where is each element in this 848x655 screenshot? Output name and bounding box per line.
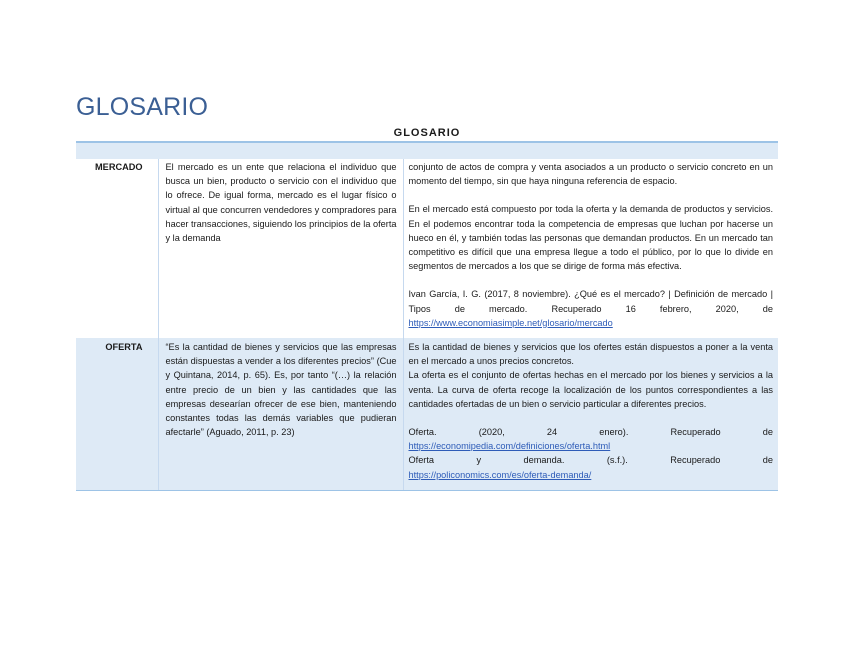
table-header-band xyxy=(76,143,778,159)
ref2-word: de xyxy=(762,455,773,466)
ref1-word: Recuperado xyxy=(670,427,721,438)
reference-mercado xyxy=(409,287,774,330)
definition-mercado: El mercado es un ente que relaciona el individuo que busca un bien, producto o servicio con el individuo que lo ofrece. De igual forma, mercado es el lugar físico o virtual al que concurren vendedores y compradores para hacer transacciones, siguiendo los principios de la oferta y la demanda xyxy=(158,159,403,338)
detail-oferta-paragraph-1: Es la cantidad de bienes y servicios que los ofertes están dispuestos a poner a la venta en el mercado a unos precios concretos. xyxy=(408,342,773,367)
page-heading: GLOSARIO xyxy=(76,93,209,121)
term-oferta: OFERTA xyxy=(76,338,158,490)
detail-mercado xyxy=(403,159,778,338)
ref2-word: Oferta xyxy=(408,455,435,466)
detail-mercado-paragraph-2: En el mercado está compuesto por toda la oferta y la demanda de productos y servicios. En el podemos encontrar toda la competencia de empresas que luchan por hacerse un hueco en él, y también todas las personas que demandan productos. En un mercado tan competitivo es difícil que una empresa llegue a todo el público, por lo que lo divide en segmentos de mercados a los que se dirige de forma más efectiva. xyxy=(408,204,773,272)
reference-oferta-1-link[interactable]: https://economipedia.com/definiciones/oferta.html xyxy=(408,441,611,452)
reference-oferta-2-link[interactable]: https://policonomics.com/es/oferta-demanda/ xyxy=(408,469,592,480)
ref2-word: y xyxy=(476,455,482,466)
table-row-mercado xyxy=(76,159,778,338)
ref2-word: demanda. xyxy=(523,455,565,466)
ref2-word: (s.f.). xyxy=(606,455,628,466)
ref1-word: 24 xyxy=(546,427,558,438)
reference-mercado-text: Ivan García, I. G. (2017, 8 noviembre). ¿Qué es el mercado? | Definición de mercado | Tipos de mercado. Recuperado 16 febrero, 2020, de xyxy=(408,289,773,314)
reference-mercado-link[interactable]: https://www.economiasimple.net/glosario/mercado xyxy=(408,317,613,328)
ref1-word: de xyxy=(762,427,773,438)
term-mercado: MERCADO xyxy=(76,159,158,338)
table-row-oferta xyxy=(76,338,778,490)
reference-oferta-2-text xyxy=(409,453,774,467)
detail-mercado-paragraph-1: conjunto de actos de compra y venta asociados a un producto o servicio concreto en un momento del tiempo, sin que haya ninguna referencia de espacio. xyxy=(408,162,773,187)
reference-oferta-1-text xyxy=(409,425,774,439)
table-bottom-rule xyxy=(76,490,778,491)
detail-oferta-paragraph-2: La oferta es el conjunto de ofertas hechas en el mercado por los bienes y servicios a la venta. La curva de oferta recoge la localización de los puntos correspondientes a las cantidades ofertadas de un bien o servicio particular a diferentes precios. xyxy=(408,370,773,409)
ref1-word: (2020, xyxy=(478,427,505,438)
ref1-word: enero). xyxy=(599,427,629,438)
table-caption: GLOSARIO xyxy=(393,127,461,139)
detail-oferta xyxy=(403,338,778,490)
glossary-table xyxy=(76,141,778,491)
ref2-word: Recuperado xyxy=(670,455,721,466)
definition-oferta: “Es la cantidad de bienes y servicios que las empresas están dispuestas a vender a los diferentes precios” (Cue y Quintana, 2014, p. 65). Es, por tanto “(…) la relación entre precio de un bien y las cantidades que las empresas desearían ofrecer de ese bien, manteniendo constantes todas las demás variables que pudieran afectarle” (Aguado, 2011, p. 23) xyxy=(158,338,403,490)
ref1-word: Oferta. xyxy=(408,427,437,438)
